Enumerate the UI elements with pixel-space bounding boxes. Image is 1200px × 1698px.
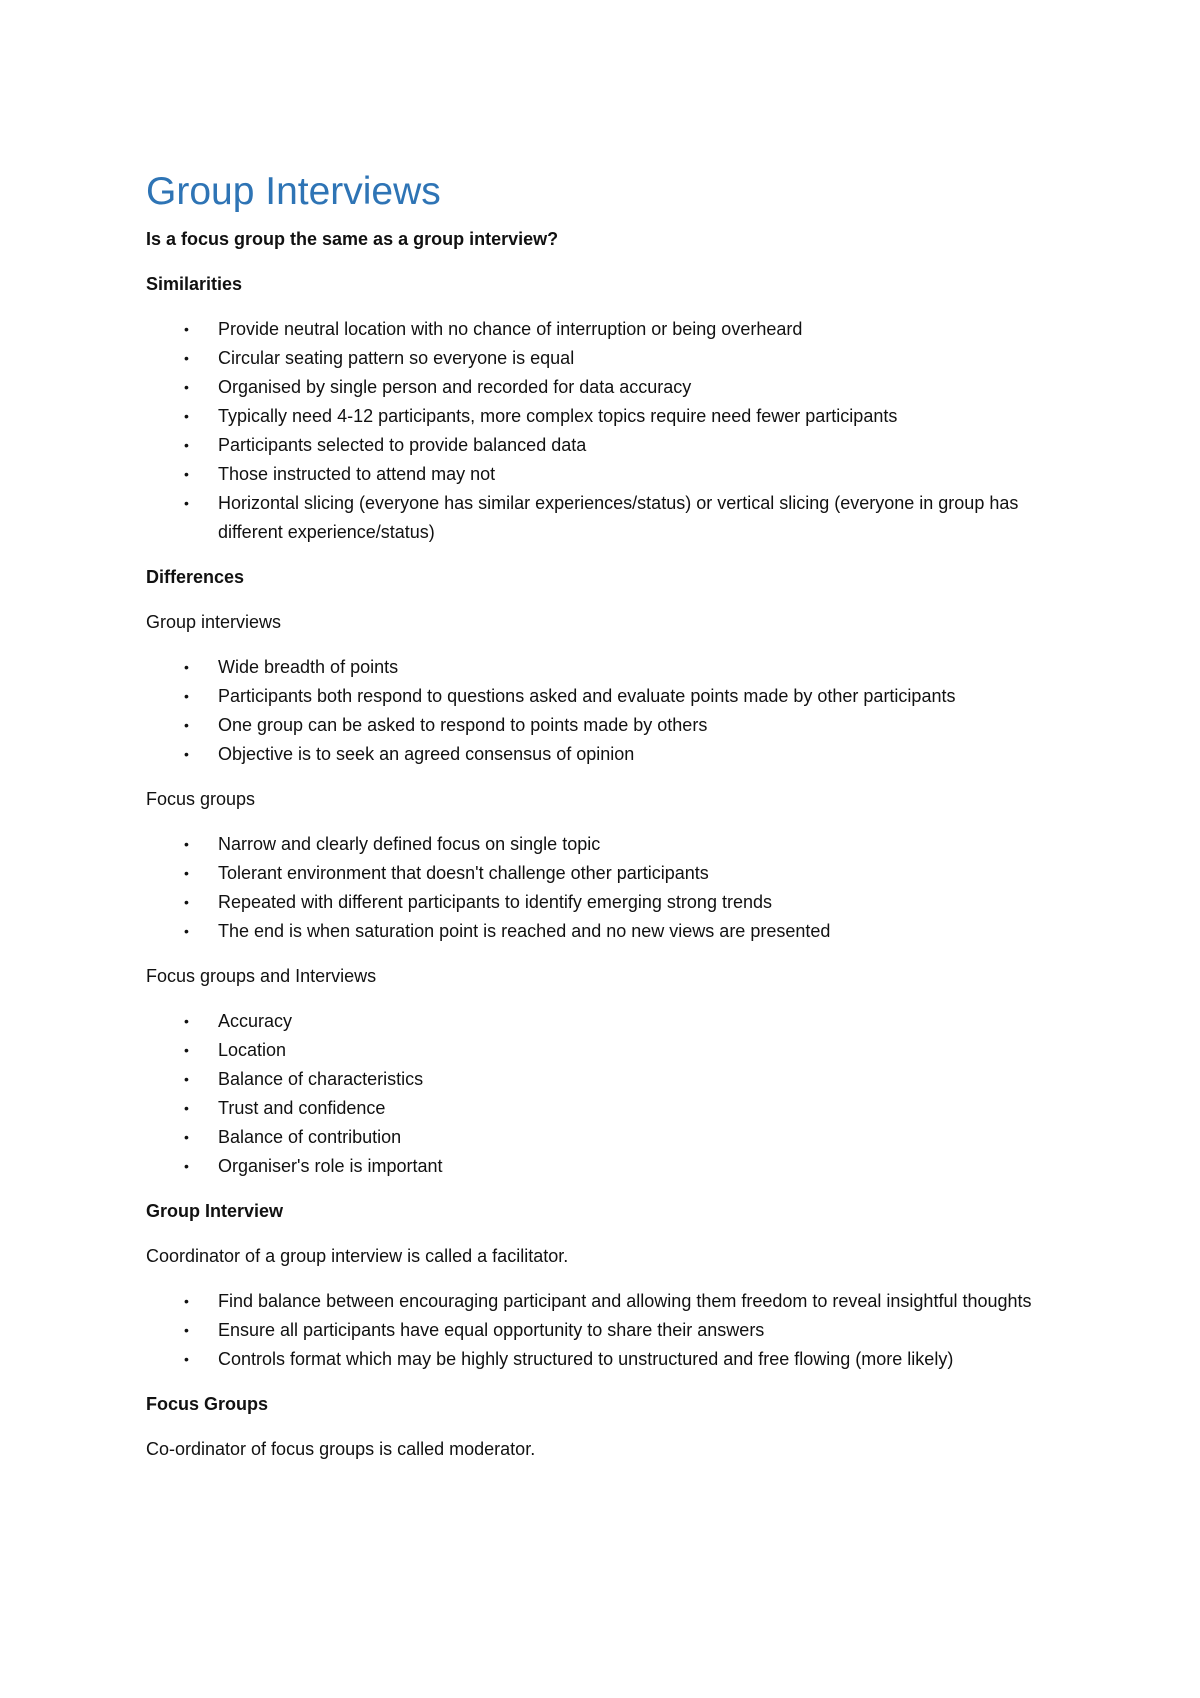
list-item-text: Controls format which may be highly structured to unstructured and free flowing (more likely) xyxy=(218,1348,954,1369)
bullet-icon: • xyxy=(184,320,189,337)
bullet-icon: • xyxy=(184,1070,189,1087)
list-item xyxy=(146,431,1066,460)
page-title: Group Interviews xyxy=(146,170,441,213)
list-item-text: Balance of characteristics xyxy=(218,1068,424,1089)
list-item xyxy=(146,344,1066,373)
list-item-text: Circular seating pattern so everyone is equal xyxy=(218,347,575,368)
bullet-icon: • xyxy=(184,658,189,675)
list-item-text: Organised by single person and recorded for data accuracy xyxy=(218,376,692,397)
list-item xyxy=(146,888,1066,917)
list-item-text: One group can be asked to respond to points made by others xyxy=(218,714,708,735)
list-item xyxy=(146,653,1066,682)
list-item xyxy=(146,373,1066,402)
focus-groups-label: Focus groups xyxy=(146,788,256,809)
list-item-text: Wide breadth of points xyxy=(218,656,399,677)
list-item xyxy=(146,1036,1066,1065)
bullet-icon: • xyxy=(184,1099,189,1116)
list-item-text: The end is when saturation point is reached and no new views are presented xyxy=(218,920,831,941)
list-item xyxy=(146,402,1066,431)
list-item-text: Trust and confidence xyxy=(218,1097,386,1118)
bullet-icon: • xyxy=(184,893,189,910)
bullet-icon: • xyxy=(184,1012,189,1029)
bullet-icon: • xyxy=(184,687,189,704)
list-item xyxy=(146,740,1066,769)
list-item xyxy=(146,859,1066,888)
list-item-text: Repeated with different participants to identify emerging strong trends xyxy=(218,891,772,912)
bullet-icon: • xyxy=(184,864,189,881)
bullet-icon: • xyxy=(184,716,189,733)
list-item xyxy=(146,1123,1066,1152)
focus-groups-section-intro: Co-ordinator of focus groups is called moderator. xyxy=(146,1438,536,1459)
group-interviews-list xyxy=(146,653,1066,769)
list-item-text: Accuracy xyxy=(218,1010,293,1031)
bullet-icon: • xyxy=(184,1157,189,1174)
bullet-icon: • xyxy=(184,835,189,852)
both-label: Focus groups and Interviews xyxy=(146,965,377,986)
list-item-text: Narrow and clearly defined focus on single topic xyxy=(218,833,601,854)
group-interview-heading: Group Interview xyxy=(146,1200,284,1221)
bullet-icon: • xyxy=(184,1350,189,1367)
list-item-text: Find balance between encouraging participant and allowing them freedom to reveal insightful thoughts xyxy=(218,1290,1032,1311)
document-page xyxy=(146,170,1066,1480)
list-item xyxy=(146,1152,1066,1181)
list-item-text: Those instructed to attend may not xyxy=(218,463,496,484)
group-interviews-label: Group interviews xyxy=(146,611,282,632)
list-item xyxy=(146,315,1066,344)
bullet-icon: • xyxy=(184,436,189,453)
list-item xyxy=(146,1065,1066,1094)
bullet-icon: • xyxy=(184,349,189,366)
bullet-icon: • xyxy=(184,465,189,482)
bullet-icon: • xyxy=(184,378,189,395)
question-text: Is a focus group the same as a group interview? xyxy=(146,228,559,249)
list-item xyxy=(146,682,1066,711)
list-item xyxy=(146,830,1066,859)
list-item-text: Tolerant environment that doesn't challenge other participants xyxy=(218,862,709,883)
list-item xyxy=(146,711,1066,740)
list-item xyxy=(146,489,1066,547)
bullet-icon: • xyxy=(184,745,189,762)
bullet-icon: • xyxy=(184,1041,189,1058)
list-item xyxy=(146,460,1066,489)
group-interview-list xyxy=(146,1287,1066,1374)
list-item-text: Objective is to seek an agreed consensus of opinion xyxy=(218,743,635,764)
list-item xyxy=(146,1007,1066,1036)
similarities-list xyxy=(146,315,1066,547)
focus-groups-section-heading: Focus Groups xyxy=(146,1393,269,1414)
list-item xyxy=(146,1345,1066,1374)
bullet-icon: • xyxy=(184,1321,189,1338)
bullet-icon: • xyxy=(184,407,189,424)
list-item xyxy=(146,917,1066,946)
bullet-icon: • xyxy=(184,494,189,511)
group-interview-intro: Coordinator of a group interview is called a facilitator. xyxy=(146,1245,569,1266)
list-item-text: Provide neutral location with no chance of interruption or being overheard xyxy=(218,318,803,339)
list-item-text: Horizontal slicing (everyone has similar experiences/status) or vertical slicing (everyone in group has different experience/status) xyxy=(218,492,1019,542)
bullet-icon: • xyxy=(184,922,189,939)
bullet-icon: • xyxy=(184,1292,189,1309)
list-item-text: Typically need 4-12 participants, more complex topics require need fewer participants xyxy=(218,405,898,426)
list-item-text: Participants selected to provide balanced data xyxy=(218,434,587,455)
bullet-icon: • xyxy=(184,1128,189,1145)
list-item-text: Organiser's role is important xyxy=(218,1155,443,1176)
focus-groups-list xyxy=(146,830,1066,946)
both-list xyxy=(146,1007,1066,1181)
list-item-text: Ensure all participants have equal opportunity to share their answers xyxy=(218,1319,765,1340)
list-item-text: Balance of contribution xyxy=(218,1126,402,1147)
differences-heading: Differences xyxy=(146,566,245,587)
list-item xyxy=(146,1094,1066,1123)
similarities-heading: Similarities xyxy=(146,273,243,294)
list-item xyxy=(146,1316,1066,1345)
list-item xyxy=(146,1287,1066,1316)
list-item-text: Participants both respond to questions asked and evaluate points made by other participants xyxy=(218,685,956,706)
list-item-text: Location xyxy=(218,1039,287,1060)
